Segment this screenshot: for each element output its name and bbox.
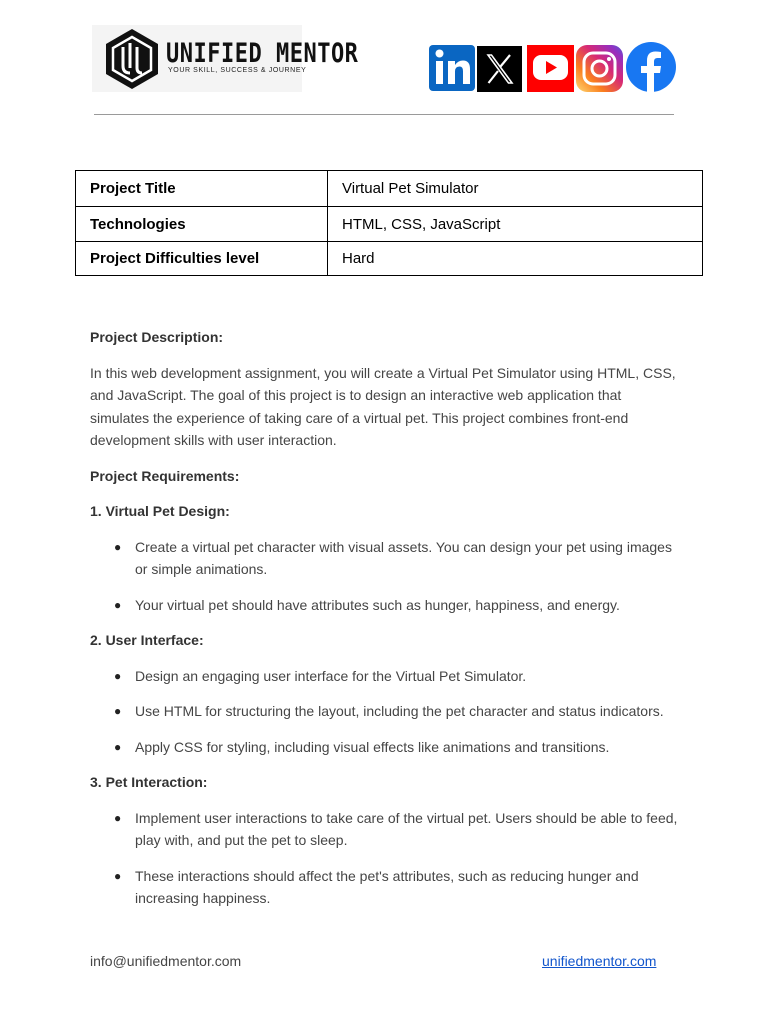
bullet-icon: ●: [114, 704, 122, 718]
table-key: Project Difficulties level: [76, 242, 328, 276]
bullet-icon: ●: [114, 597, 122, 612]
footer-website-link[interactable]: unifiedmentor.com: [542, 953, 657, 969]
bullet-icon: ●: [114, 668, 122, 683]
bullet-text: Apply CSS for styling, including visual effects like animations and transitions.: [135, 738, 610, 755]
bullet-text: These interactions should affect the pet's attributes, such as reducing hunger and increasing happiness.: [135, 867, 639, 906]
logo-tagline: YOUR SKILL, SUCCESS & JOURNEY: [168, 67, 307, 74]
bullet-text: Create a virtual pet character with visual assets. You can design your pet using images or simple animations.: [135, 538, 672, 577]
bullet-text: Design an engaging user interface for the Virtual Pet Simulator.: [135, 667, 527, 684]
list-item: [90, 865, 680, 910]
unified-mentor-logo: [92, 25, 359, 92]
table-key: Project Title: [76, 171, 328, 207]
bullet-icon: ●: [114, 739, 122, 754]
list-item: [90, 665, 680, 688]
table-key: Technologies: [76, 207, 328, 242]
description-heading: Project Description:: [90, 329, 224, 345]
section-heading: 1. Virtual Pet Design:: [90, 503, 230, 519]
facebook-icon[interactable]: [625, 41, 677, 93]
table-row: [76, 207, 703, 242]
bullet-text: Implement user interactions to take care of the virtual pet. Users should be able to feed, play with, and put the pet to sleep.: [135, 809, 678, 848]
bullet-icon: ●: [114, 868, 122, 883]
table-row: [76, 171, 703, 207]
bullet-text: Your virtual pet should have attributes such as hunger, happiness, and energy.: [135, 596, 620, 613]
project-info-table: [75, 170, 703, 276]
bullet-icon: ●: [114, 539, 122, 554]
list-item: [90, 594, 680, 617]
table-row: [76, 242, 703, 276]
requirements-sections: [90, 500, 680, 910]
bullet-icon: ●: [114, 810, 122, 825]
bullet-list: [90, 807, 680, 910]
section-heading: 2. User Interface:: [90, 632, 204, 648]
linkedin-icon[interactable]: [429, 41, 475, 93]
list-item: [90, 807, 680, 852]
bullet-list: [90, 536, 680, 617]
project-content: [90, 326, 680, 923]
instagram-icon[interactable]: [576, 41, 623, 93]
bullet-text: Use HTML for structuring the layout, including the pet character and status indicators.: [135, 703, 664, 719]
x-twitter-icon[interactable]: [477, 41, 522, 93]
description-text: In this web development assignment, you will create a Virtual Pet Simulator using HTML, CSS, and JavaScript. The goal of this project is to design an interactive web application that simulates the experience of taking care of a virtual pet. This project combines front-end development skills with user interaction.: [90, 364, 676, 448]
table-value: Hard: [328, 242, 703, 276]
list-item: [90, 700, 680, 723]
requirements-heading: Project Requirements:: [90, 467, 240, 484]
list-item: [90, 736, 680, 759]
logo-name: UNIFIED MENTOR: [166, 39, 359, 69]
footer-email: info@unifiedmentor.com: [90, 953, 242, 969]
bullet-list: [90, 665, 680, 759]
table-value: Virtual Pet Simulator: [328, 171, 703, 207]
table-value: HTML, CSS, JavaScript: [328, 207, 703, 242]
header-divider: [94, 114, 674, 115]
list-item: [90, 536, 680, 581]
logo-mark-icon: [104, 28, 160, 90]
section-heading: 3. Pet Interaction:: [90, 774, 208, 790]
youtube-icon[interactable]: [527, 41, 574, 93]
